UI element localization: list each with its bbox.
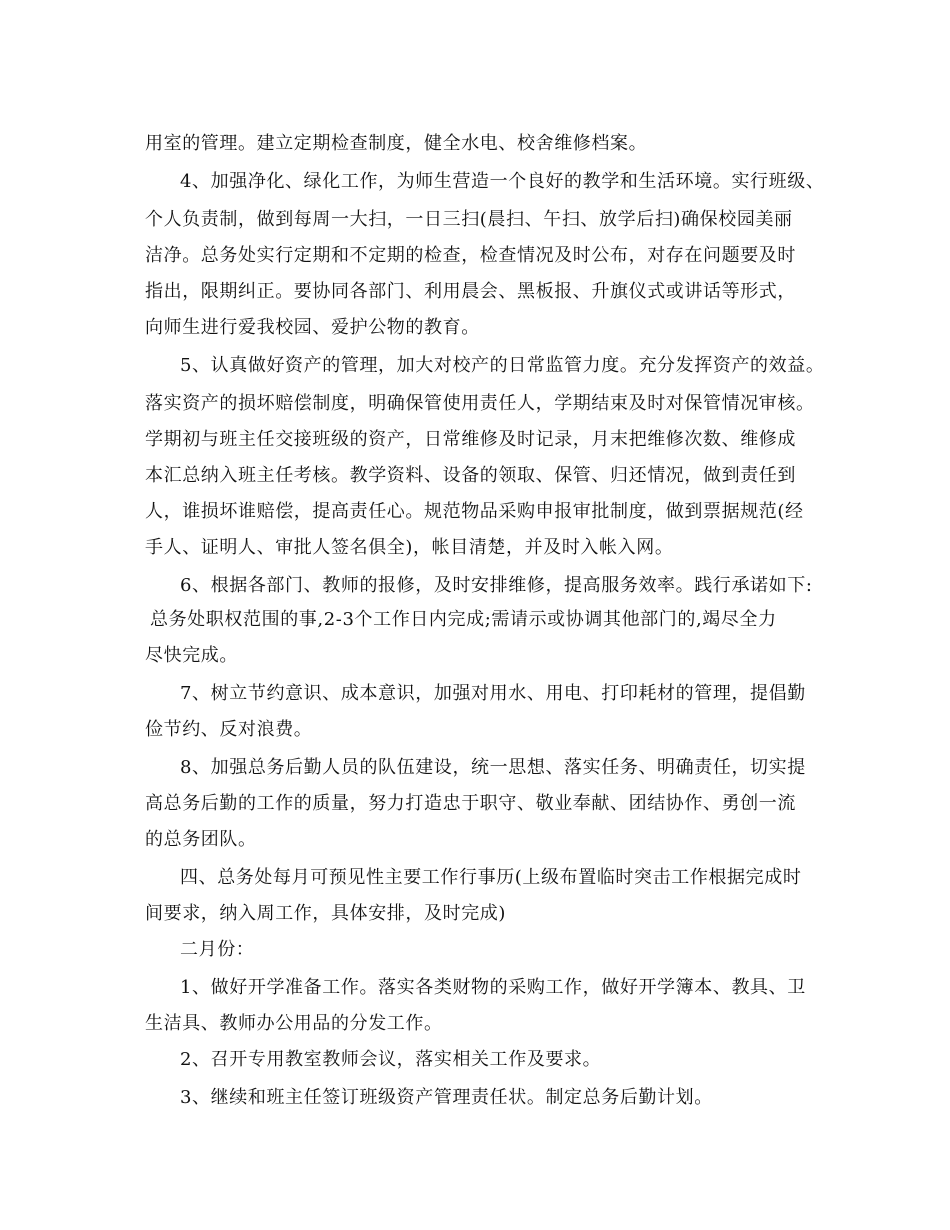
- text-line: 四、总务处每月可预见性主要工作行事历(上级布置临时突击工作根据完成时: [180, 867, 802, 888]
- text-line: 2、召开专用教室教师会议，落实相关工作及要求。: [180, 1049, 602, 1070]
- text-line: 1、做好开学准备工作。落实各类财物的采购工作，做好开学簿本、教具、卫: [180, 977, 806, 998]
- text-line: 8、加强总务后勤人员的队伍建设，统一思想、落实任务、明确责任，切实提: [180, 757, 806, 778]
- text-line: 7、树立节约意识、成本意识，加强对用水、用电、打印耗材的管理，提倡勤: [180, 683, 806, 704]
- text-line: 学期初与班主任交接班级的资产，日常维修及时记录，月末把维修次数、维修成: [145, 429, 796, 450]
- text-line: 向师生进行爱我校园、爱护公物的教育。: [145, 317, 480, 338]
- text-line: 的总务团队。: [145, 829, 257, 850]
- text-line: 个人负责制，做到每周一大扫，一日三扫(晨扫、午扫、放学后扫)确保校园美丽: [145, 209, 793, 230]
- text-line: 高总务后勤的工作的质量，努力打造忠于职守、敬业奉献、团结协作、勇创一流: [145, 793, 796, 814]
- text-line: 总务处职权范围的事,2-3个工作日内完成;需请示或协调其他部门的,竭尽全力: [150, 609, 777, 630]
- text-line: 4、加强净化、绿化工作，为师生营造一个良好的教学和生活环境。实行班级、: [180, 171, 825, 192]
- text-line: 俭节约、反对浪费。: [145, 719, 313, 740]
- text-line: 5、认真做好资产的管理，加大对校产的日常监管力度。充分发挥资产的效益。: [180, 355, 825, 376]
- text-line: 落实资产的损坏赔偿制度，明确保管使用责任人，学期结束及时对保管情况审核。: [145, 393, 815, 414]
- text-line: 本汇总纳入班主任考核。教学资料、设备的领取、保管、归还情况，做到责任到: [145, 465, 796, 486]
- text-line: 3、继续和班主任签订班级资产管理责任状。制定总务后勤计划。: [180, 1087, 713, 1108]
- text-line: 人，谁损坏谁赔偿，提高责任心。规范物品采购申报审批制度，做到票据规范(经: [145, 501, 804, 522]
- text-line: 用室的管理。建立定期检查制度，健全水电、校舍维修档案。: [145, 133, 648, 154]
- text-line: 洁净。总务处实行定期和不定期的检查，检查情况及时公布，对存在问题要及时: [145, 245, 796, 266]
- text-line: 指出，限期纠正。要协同各部门、利用晨会、黑板报、升旗仪式或讲话等形式，: [145, 281, 796, 302]
- text-line: 6、根据各部门、教师的报修，及时安排维修，提高服务效率。践行承诺如下:: [180, 575, 813, 596]
- text-line: 生洁具、教师办公用品的分发工作。: [145, 1013, 443, 1034]
- text-line: 间要求，纳入周工作，具体安排，及时完成): [145, 903, 507, 924]
- text-line: 二月份：: [180, 939, 255, 960]
- text-line: 手人、证明人、审批人签名俱全)，帐目清楚，并及时入帐入网。: [145, 537, 674, 558]
- text-line: 尽快完成。: [145, 645, 238, 666]
